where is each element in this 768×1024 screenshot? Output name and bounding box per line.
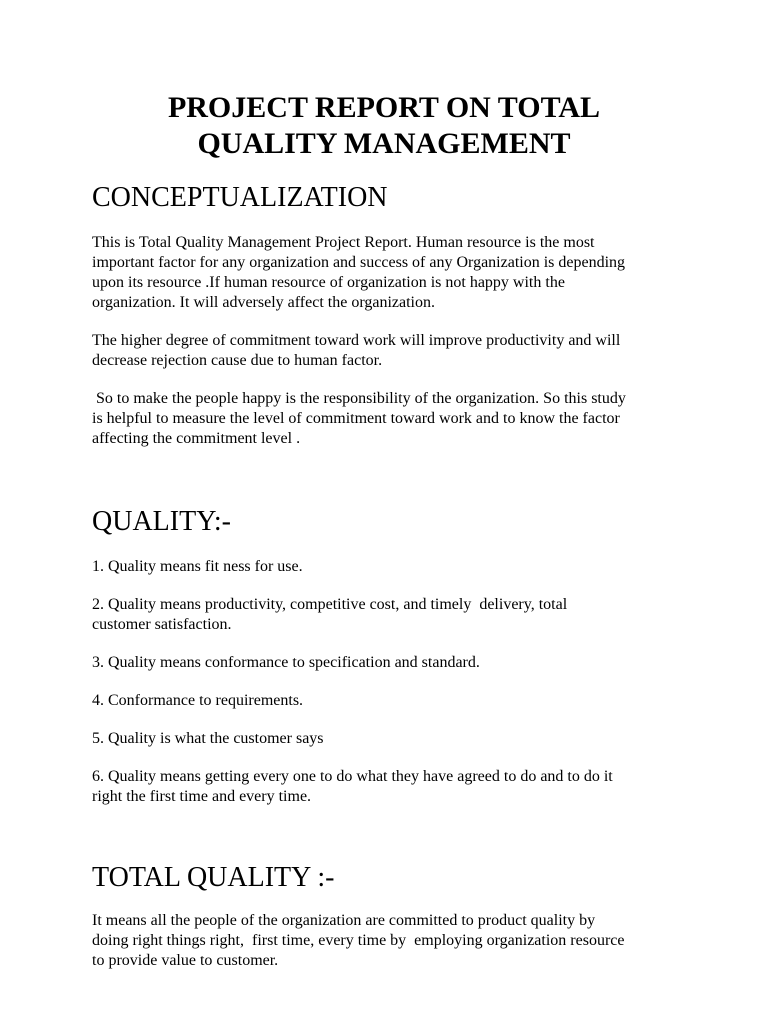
paragraph-line: organization. It will adversely affect the organization. bbox=[92, 294, 435, 311]
title-line: PROJECT REPORT ON TOTAL bbox=[167, 91, 601, 124]
paragraph-line: important factor for any organization and success of any Organization is depending bbox=[92, 254, 626, 271]
paragraph bbox=[92, 389, 692, 449]
paragraph-line: 3. Quality means conformance to specification and standard. bbox=[92, 654, 480, 671]
section-heading-conceptualization: CONCEPTUALIZATION bbox=[92, 182, 388, 213]
paragraph-line: 1. Quality means fit ness for use. bbox=[92, 558, 303, 575]
section-heading-quality: QUALITY:- bbox=[92, 506, 231, 537]
paragraph-line: 5. Quality is what the customer says bbox=[92, 730, 324, 747]
paragraph-line: upon its resource .If human resource of organization is not happy with the bbox=[92, 274, 565, 291]
list-item bbox=[92, 729, 692, 749]
paragraph-line: 4. Conformance to requirements. bbox=[92, 692, 304, 709]
paragraph-line: is helpful to measure the level of commitment toward work and to know the factor bbox=[92, 410, 620, 427]
paragraph-line: 6. Quality means getting every one to do what they have agreed to do and to do it bbox=[92, 768, 613, 785]
paragraph-line: It means all the people of the organization are committed to product quality by bbox=[92, 912, 596, 929]
paragraph-line: customer satisfaction. bbox=[92, 616, 232, 633]
paragraph-line: affecting the commitment level . bbox=[92, 430, 301, 447]
paragraph-line: 2. Quality means productivity, competitive cost, and timely delivery, total bbox=[92, 596, 568, 613]
list-item bbox=[92, 767, 692, 807]
paragraph bbox=[92, 911, 692, 971]
paragraph-line: to provide value to customer. bbox=[92, 952, 279, 969]
list-item bbox=[92, 557, 692, 577]
paragraph-line: doing right things right, first time, every time by employing organization resource bbox=[92, 932, 625, 949]
list-item bbox=[92, 653, 692, 673]
paragraph-line: right the first time and every time. bbox=[92, 788, 312, 805]
list-item bbox=[92, 595, 692, 635]
list-item bbox=[92, 691, 692, 711]
paragraph-line: This is Total Quality Management Project Report. Human resource is the most bbox=[92, 234, 595, 251]
section-heading-total-quality: TOTAL QUALITY :- bbox=[92, 862, 335, 893]
document-title bbox=[92, 90, 676, 162]
paragraph-line: The higher degree of commitment toward work will improve productivity and will bbox=[92, 332, 621, 349]
paragraph-line: So to make the people happy is the responsibility of the organization. So this study bbox=[92, 390, 626, 407]
paragraph bbox=[92, 331, 692, 371]
paragraph-line: decrease rejection cause due to human factor. bbox=[92, 352, 383, 369]
paragraph bbox=[92, 233, 692, 313]
title-line: QUALITY MANAGEMENT bbox=[197, 127, 571, 160]
